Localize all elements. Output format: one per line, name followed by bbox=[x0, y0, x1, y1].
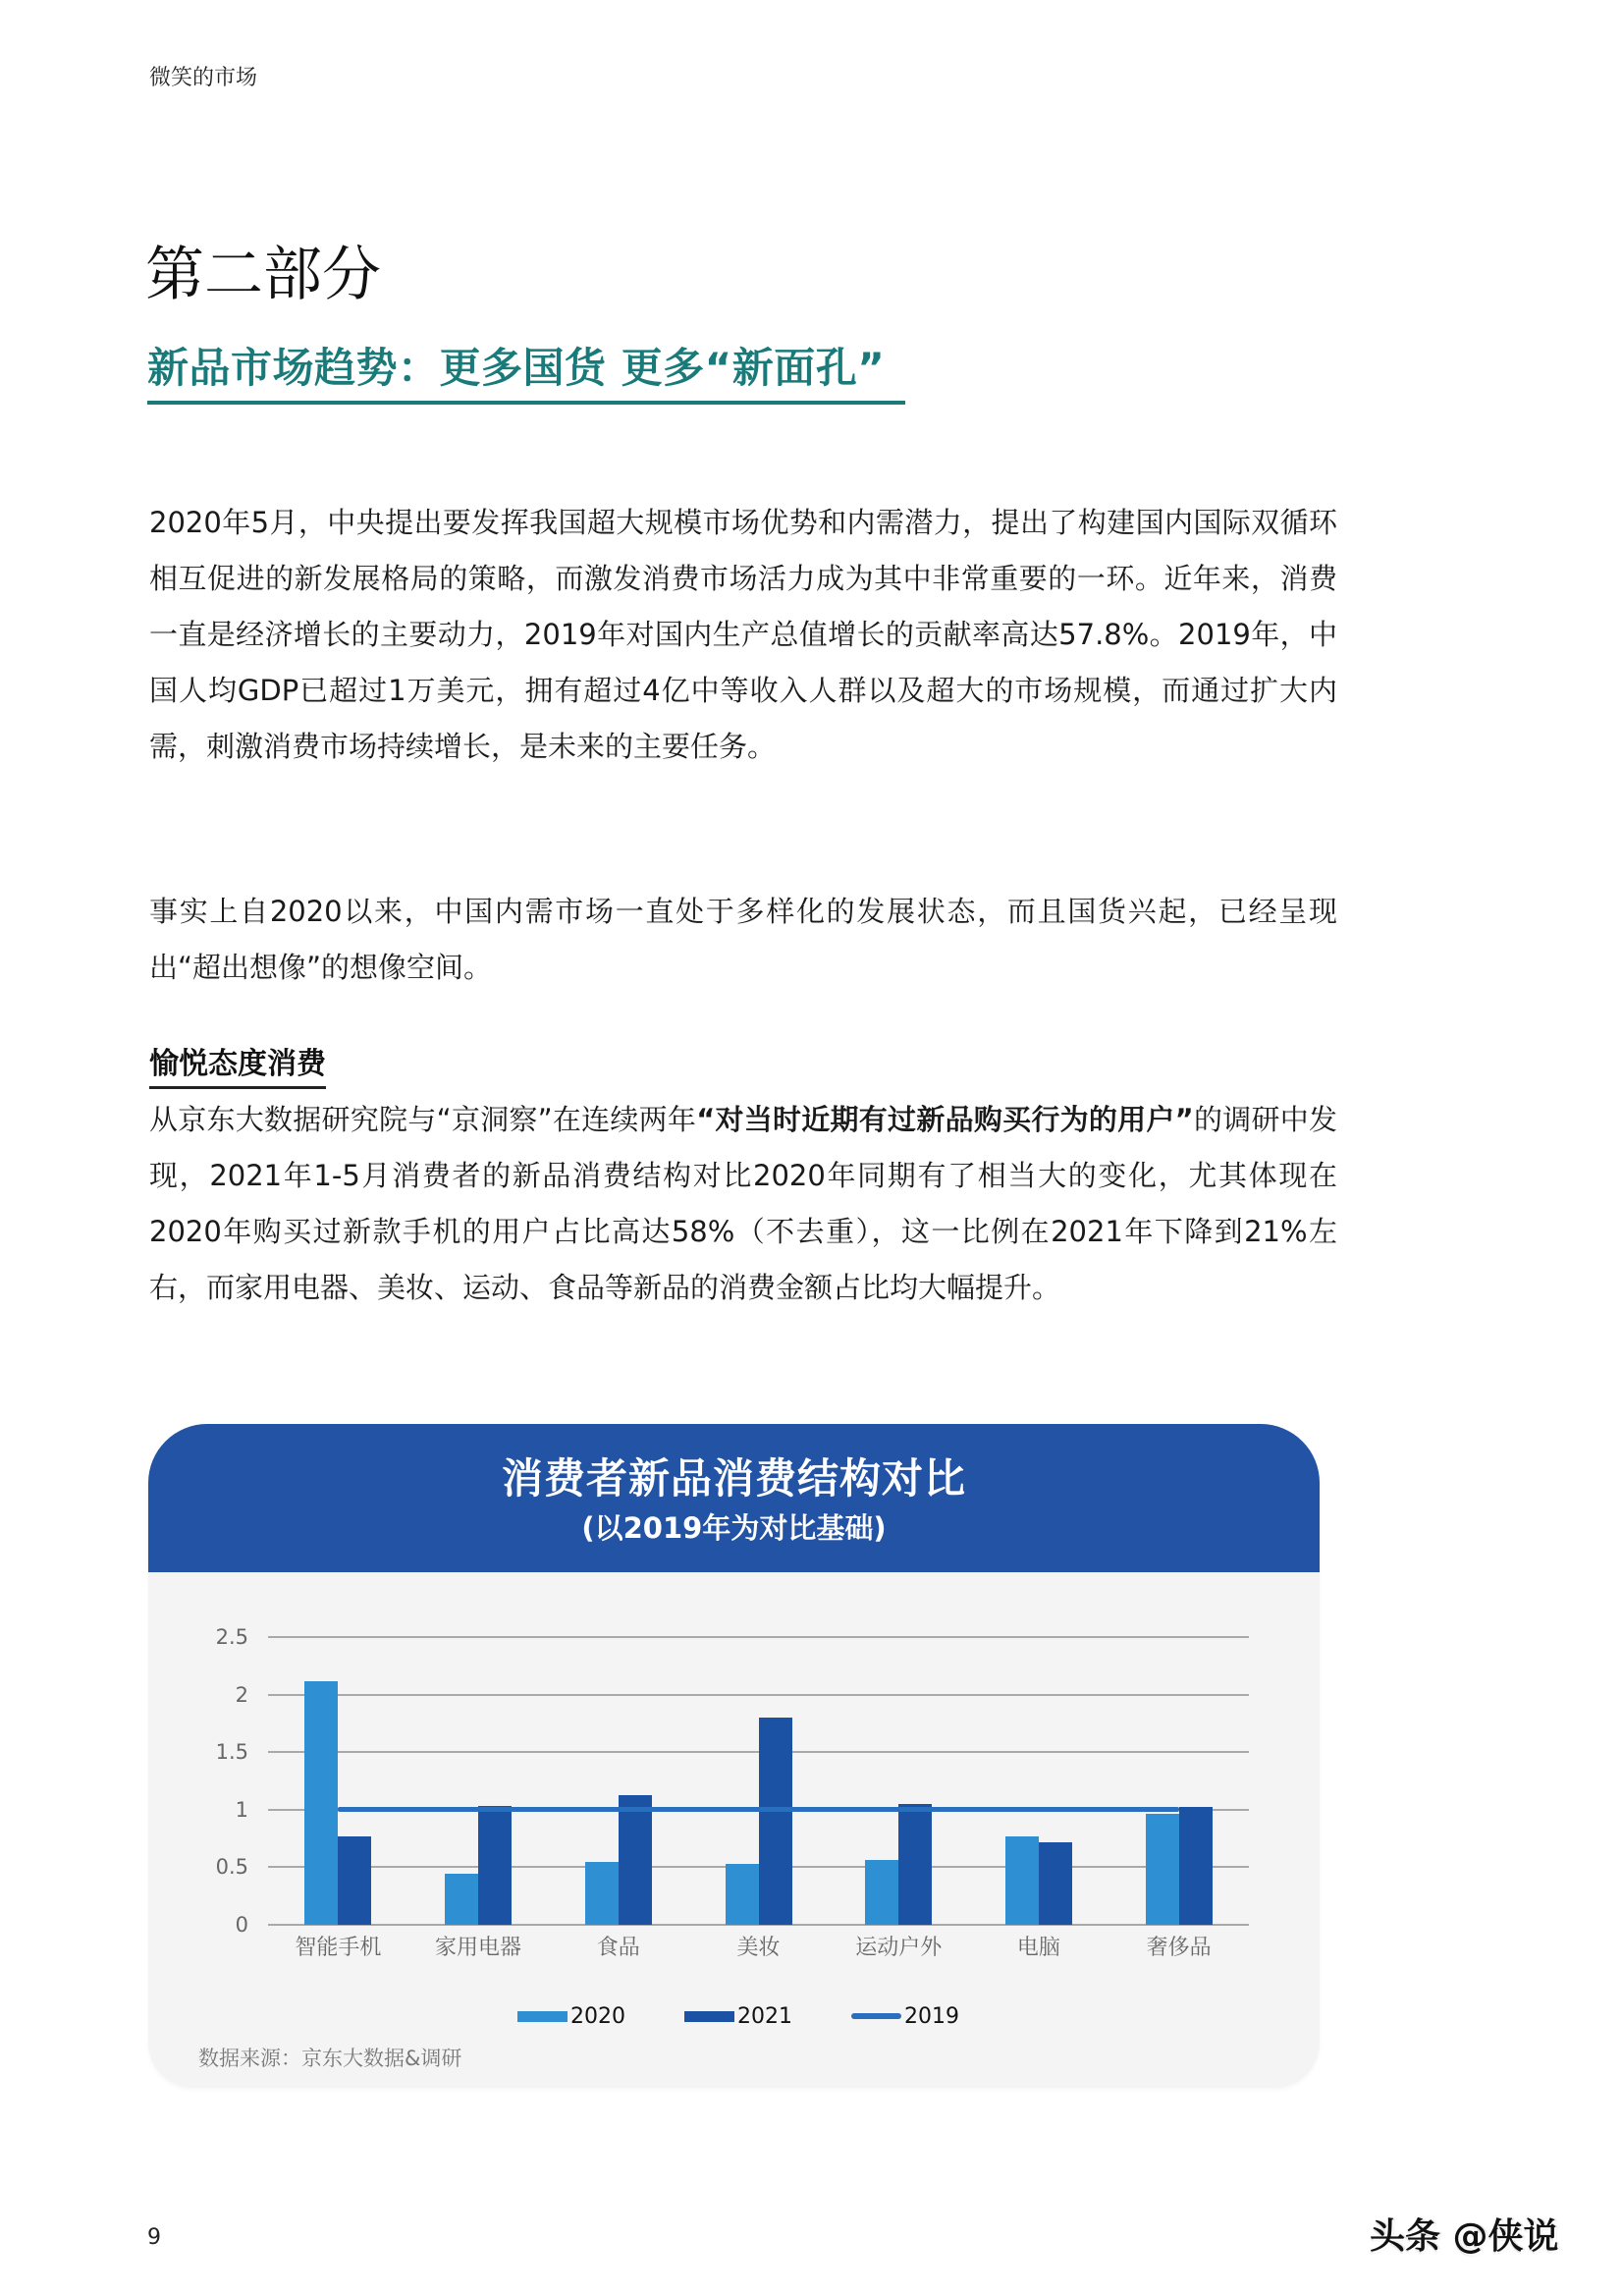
y-axis-tick-label: 0 bbox=[235, 1913, 248, 1937]
y-axis-tick-label: 2 bbox=[235, 1682, 248, 1707]
bar-2020 bbox=[865, 1860, 898, 1925]
running-header: 微笑的市场 bbox=[149, 66, 258, 90]
section-title: 新品市场趋势：更多国货 更多“新面孔” bbox=[147, 342, 905, 405]
survey-target-emphasis: “对当时近期有过新品购买行为的用户” bbox=[696, 1103, 1194, 1136]
legend-item-2021 bbox=[684, 2004, 792, 2029]
chart-legend bbox=[517, 2001, 1018, 2031]
bar-2021 bbox=[1039, 1842, 1072, 1925]
x-axis-category-label: 电脑 bbox=[1016, 1936, 1060, 1960]
bar-2020 bbox=[726, 1864, 759, 1925]
gridline bbox=[268, 1694, 1249, 1696]
x-axis-category-label: 食品 bbox=[596, 1936, 640, 1960]
chart-panel bbox=[148, 1424, 1320, 2088]
baseline-2019-line bbox=[338, 1807, 1178, 1812]
watermark: 头条 @侠说 bbox=[1370, 2216, 1559, 2257]
y-axis-tick-label: 2.5 bbox=[215, 1625, 248, 1649]
bar-2020 bbox=[1146, 1814, 1179, 1925]
legend-bar-swatch bbox=[684, 2011, 734, 2022]
legend-line-swatch bbox=[851, 2013, 901, 2019]
survey-text-rest: 的调研中发现，2021年1-5月消费者的新品消费结构对比2020年同期有了相当大的变化，尤其体现在2020年购买过新款手机的用户占比高达58%（不去重），这一比例在2021年下降到21%左右，而家用电器、美妆、运动、食品等新品的消费金额占比均大幅提升。 bbox=[149, 1103, 1337, 1304]
bar-2021 bbox=[1179, 1807, 1213, 1925]
legend-label: 2020 bbox=[570, 2003, 625, 2029]
y-axis-tick-label: 1 bbox=[235, 1797, 248, 1822]
chart-subtitle: (以2019年为对比基础) bbox=[581, 1511, 887, 1545]
bar-2021 bbox=[338, 1836, 371, 1925]
bar-2020 bbox=[585, 1862, 619, 1925]
chart-title: 消费者新品消费结构对比 bbox=[501, 1454, 966, 1503]
bar-2021 bbox=[619, 1795, 652, 1925]
paragraph-survey-findings bbox=[149, 1092, 1337, 1316]
bar-chart-plot bbox=[148, 1424, 1320, 2088]
x-axis-category-label: 奢侈品 bbox=[1146, 1936, 1212, 1960]
page-number: 9 bbox=[147, 2225, 161, 2250]
paragraph-intro: 2020年5月，中央提出要发挥我国超大规模市场优势和内需潜力，提出了构建国内国际双循环相互促进的新发展格局的策略，而激发消费市场活力成为其中非常重要的一环。近年来，消费一直是经济增长的主要动力，2019年对国内生产总值增长的贡献率高达57.8%。2019年，中国人均GDP已超过1万美元，拥有超过4亿中等收入人群以及超大的市场规模，而通过扩大内需，刺激消费市场持续增长，是未来的主要任务。 bbox=[149, 506, 1337, 763]
legend-bar-swatch bbox=[517, 2011, 568, 2022]
legend-item-2019 bbox=[851, 2004, 959, 2029]
y-axis-tick-label: 1.5 bbox=[215, 1740, 248, 1765]
bar-2021 bbox=[898, 1804, 932, 1925]
x-axis-category-label: 美妆 bbox=[736, 1936, 781, 1960]
legend-label: 2019 bbox=[904, 2003, 959, 2029]
x-axis-category-label: 智能手机 bbox=[295, 1936, 382, 1960]
paragraph-domestic-demand: 事实上自2020以来，中国内需市场一直处于多样化的发展状态，而且国货兴起，已经呈现出“超出想像”的想像空间。 bbox=[149, 895, 1337, 984]
legend-label: 2021 bbox=[737, 2003, 792, 2029]
x-axis-category-label: 运动户外 bbox=[855, 1936, 943, 1960]
legend-item-2020 bbox=[517, 2004, 625, 2029]
survey-text-lead: 从京东大数据研究院与“京洞察”在连续两年 bbox=[149, 1103, 697, 1136]
bar-2021 bbox=[759, 1718, 792, 1925]
bar-2021 bbox=[478, 1806, 512, 1925]
bar-2020 bbox=[1005, 1836, 1039, 1925]
part-title: 第二部分 bbox=[145, 241, 381, 309]
bar-2020 bbox=[445, 1874, 478, 1925]
subheading-pleasure-consumption: 愉悦态度消费 bbox=[149, 1045, 326, 1089]
y-axis-tick-label: 0.5 bbox=[215, 1855, 248, 1880]
bar-2020 bbox=[304, 1681, 338, 1925]
gridline bbox=[268, 1636, 1249, 1638]
chart-source: 数据来源：京东大数据&调研 bbox=[198, 2047, 462, 2070]
x-axis-category-label: 家用电器 bbox=[435, 1936, 522, 1960]
